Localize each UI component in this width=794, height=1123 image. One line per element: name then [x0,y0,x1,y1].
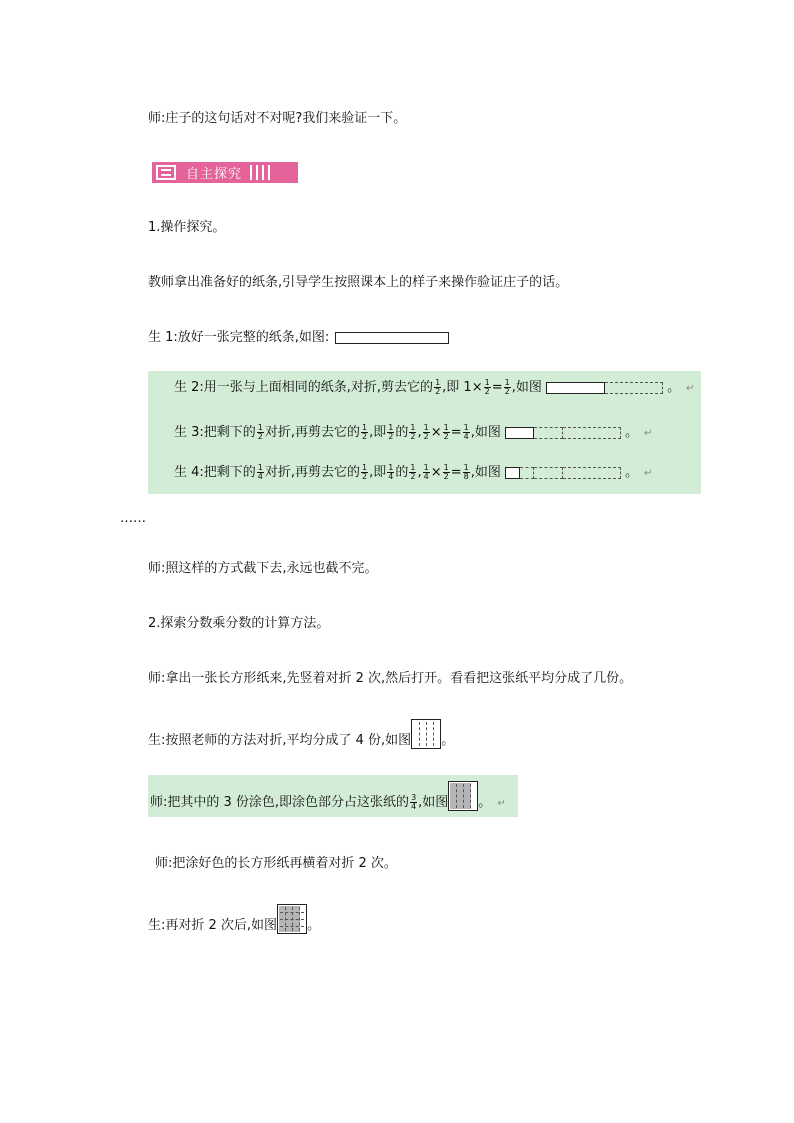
student2-line [174,379,695,398]
intro-text: 师:庄子的这句话对不对呢?我们来验证一下。 [148,111,407,126]
teacher-shade-text-b: ,如图 [418,795,449,810]
fraction-quarter: $\frac{1}{4}$ [257,463,263,481]
step2-heading: 2.探索分数乘分数的计算方法。 [148,616,330,631]
equals-sign: = [450,465,462,480]
period: 。 [625,425,639,440]
period: 。 [307,918,321,933]
fraction-half: $\frac{1}{2}$ [504,378,510,396]
student1-line [148,329,449,347]
fraction-eighth: $\frac{1}{8}$ [463,463,469,481]
fraction-half: $\frac{1}{2}$ [362,423,368,441]
full-strip-figure [335,332,449,344]
fraction-half: $\frac{1}{2}$ [410,463,416,481]
fraction-half: $\frac{1}{2}$ [362,463,368,481]
equals-sign: = [491,380,503,395]
ellipsis: …… [120,511,146,526]
student4-line [174,464,653,483]
student-fold-again-text: 生:再对折 2 次后,如图 [148,918,278,933]
student2-text: 生 2:用一张与上面相同的纸条,对折,剪去它的 [174,380,434,395]
student4-text-d: 的 [395,465,409,480]
fraction-half: $\frac{1}{2}$ [257,423,263,441]
eighth-strip-figure [505,467,621,479]
fraction-half: $\frac{1}{2}$ [435,378,441,396]
student4-text-b: 对折,再剪去它的 [264,465,361,480]
four-part-paper-figure [411,719,441,749]
fraction-half: $\frac{1}{2}$ [443,463,449,481]
return-mark-icon: ↵ [497,798,506,809]
section-number-icon [156,165,176,180]
return-mark-icon: ↵ [686,383,695,394]
step1-heading: 1.操作探究。 [148,220,226,235]
section-header [152,162,298,183]
return-mark-icon: ↵ [644,428,653,439]
quarter-strip-figure [505,427,621,439]
period: 。 [478,795,492,810]
fraction-quarter: $\frac{1}{4}$ [388,463,394,481]
student-four-line [148,732,454,750]
fraction-half: $\frac{1}{2}$ [443,423,449,441]
fraction-quarter: $\frac{1}{4}$ [423,463,429,481]
student3-text: 生 3:把剩下的 [174,425,256,440]
times-sign: × [430,425,442,440]
student2-text-d: ,如图 [511,380,542,395]
teacher-fold-again: 师:把涂好色的长方形纸再横着对折 2 次。 [155,856,397,871]
period: 。 [625,465,639,480]
decorative-bars-icon [250,165,270,180]
student3-text-c: ,即 [369,425,387,440]
return-mark-icon: ↵ [644,468,653,479]
grid-paper-figure [277,904,307,934]
comma: , [417,425,422,440]
teacher-instruction: 教师拿出准备好的纸条,引导学生按照课本上的样子来操作验证庄子的话。 [148,275,569,290]
fraction-half: $\frac{1}{2}$ [388,423,394,441]
times-sign: × [430,465,442,480]
fraction-quarter: $\frac{1}{4}$ [463,423,469,441]
period: 。 [441,733,455,748]
student-four-text: 生:按照老师的方法对折,平均分成了 4 份,如图 [148,733,412,748]
fraction-three-quarters: $\frac{3}{4}$ [411,793,417,811]
teacher-shade-line [150,794,506,813]
student2-text-b: ,即 1× [442,380,483,395]
section-title: 自主探究 [186,167,243,182]
teacher-shade-text: 师:把其中的 3 份涂色,即涂色部分占这张纸的 [150,795,410,810]
student4-text: 生 4:把剩下的 [174,465,256,480]
period: 。 [667,380,681,395]
student-fold-again-line [148,917,320,935]
student3-line [174,424,653,443]
equals-sign: = [450,425,462,440]
fraction-half: $\frac{1}{2}$ [484,378,490,396]
teacher-rect-instruction: 师:拿出一张长方形纸来,先竖着对折 2 次,然后打开。看看把这张纸平均分成了几份。 [148,671,633,686]
half-strip-figure [546,382,663,394]
teacher-conclusion: 师:照这样的方式截下去,永远也截不完。 [148,561,378,576]
shaded-paper-figure [448,781,478,811]
student3-text-b: 对折,再剪去它的 [264,425,361,440]
comma: , [417,465,422,480]
student4-text-h: ,如图 [470,465,501,480]
student3-text-d: 的 [395,425,409,440]
student3-text-h: ,如图 [470,425,501,440]
student4-text-c: ,即 [369,465,387,480]
student1-text: 生 1:放好一张完整的纸条,如图: [148,330,330,345]
fraction-half: $\frac{1}{2}$ [423,423,429,441]
fraction-half: $\frac{1}{2}$ [410,423,416,441]
